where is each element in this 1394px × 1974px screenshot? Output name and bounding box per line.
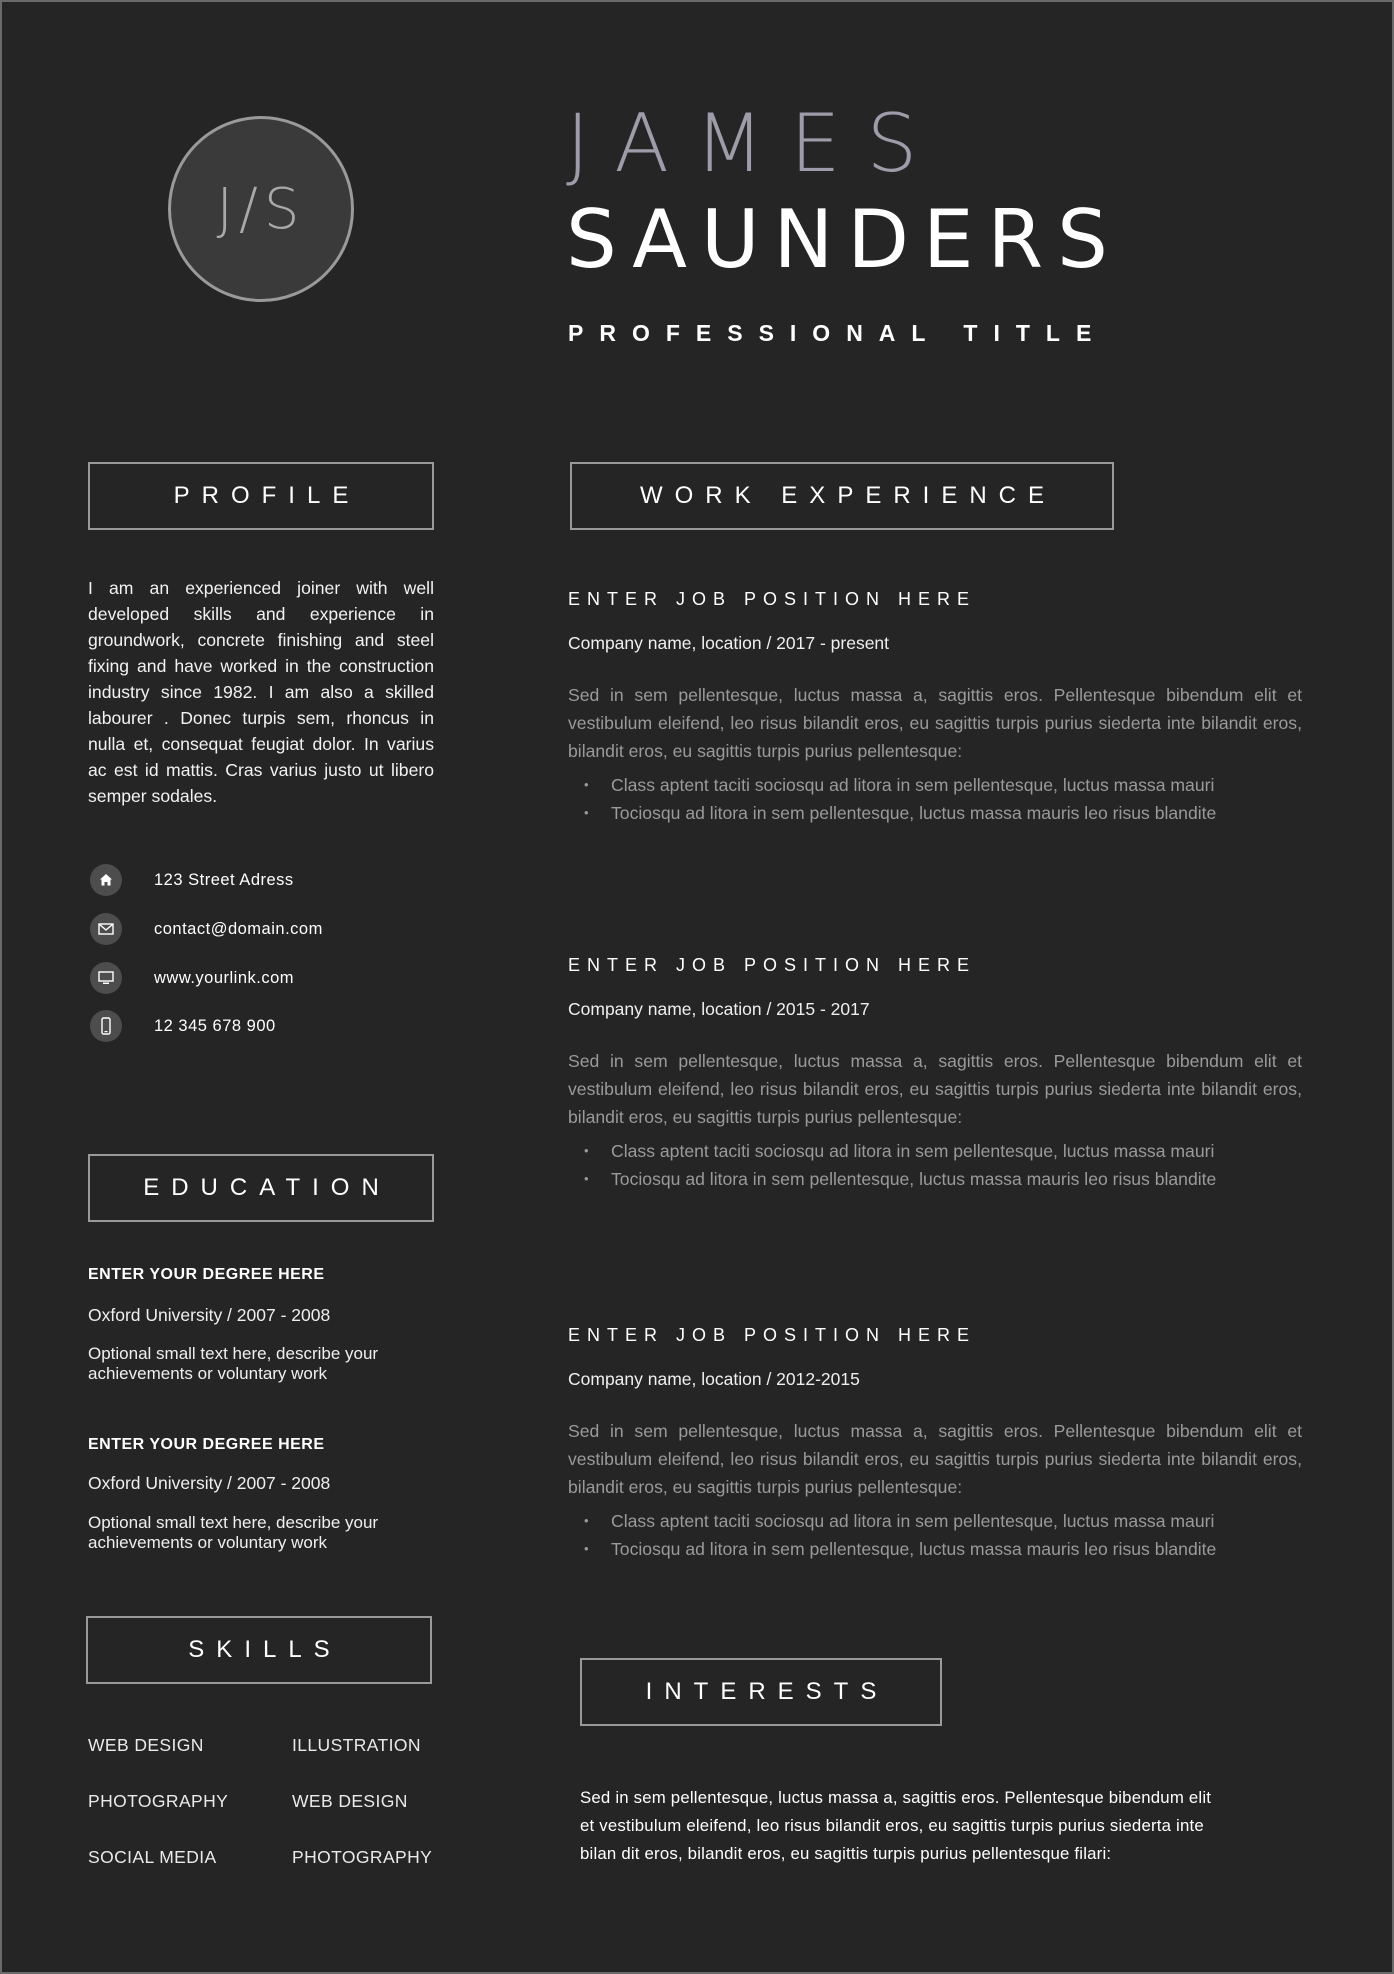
education-degree-2: ENTER YOUR DEGREE HERE (88, 1436, 325, 1453)
profile-heading-box (88, 462, 434, 530)
job-description-3: Sed in sem pellentesque, luctus massa a, sagittis eros. Pellentesque bibendum elit et vestibulum eleifend, leo risus bilandit eros, eu sagittis turpis purius siederta inte bilandit eros, bilandit eros, eu sagittis turpis purius pellentesque: (568, 1421, 1302, 1497)
work-heading-box (570, 462, 1114, 530)
contact-address-row (90, 864, 430, 896)
job-bullet: • Class aptent taciti sociosqu ad litora in sem pellentesque, luctus massa mauri (584, 1137, 1324, 1165)
contact-email-row (90, 913, 430, 945)
interests-line-3: bilan dit eros, bilandit eros, eu sagittis turpis purius pellentesque filari: (580, 1844, 1112, 1863)
work-heading: WORK EXPERIENCE (639, 482, 1057, 509)
mail-icon (90, 913, 122, 945)
job-bullets-2 (584, 1137, 1324, 1193)
contact-website-row (90, 962, 430, 994)
contact-address: 123 Street Adress (154, 870, 294, 889)
job-bullets-1 (584, 771, 1324, 827)
skill-item: PHOTOGRAPHY (292, 1847, 433, 1867)
job-bullets-3 (584, 1507, 1324, 1563)
interests-heading: INTERESTS (645, 1678, 889, 1705)
job-bullet: • Class aptent taciti sociosqu ad litora in sem pellentesque, luctus massa mauri (584, 771, 1324, 799)
job-company-1: Company name, location / 2017 - present (568, 633, 890, 653)
skill-item: WEB DESIGN (88, 1735, 204, 1755)
monogram-circle (168, 116, 354, 302)
monitor-icon (90, 962, 122, 994)
contact-phone: 12 345 678 900 (154, 1016, 276, 1035)
job-bullet: • Tociosqu ad litora in sem pellentesque, luctus massa mauris leo risus blandite (584, 799, 1324, 827)
interests-line-2: et vestibulum eleifend, leo risus bilandit eros, eu sagittis turpis purius siederta inte (580, 1816, 1204, 1835)
contact-website[interactable]: www.yourlink.com (154, 968, 295, 987)
education-note-2 (88, 1513, 448, 1553)
skill-item: PHOTOGRAPHY (88, 1791, 229, 1811)
interests-heading-box (580, 1658, 942, 1726)
education-degree-1: ENTER YOUR DEGREE HERE (88, 1266, 325, 1283)
job-title-3: ENTER JOB POSITION HERE (568, 1325, 977, 1345)
job-description-1: Sed in sem pellentesque, luctus massa a, sagittis eros. Pellentesque bibendum elit et vestibulum eleifend, leo risus bilandit eros, eu sagittis turpis purius siederta inte bilandit eros, bilandit eros, eu sagittis turpis purius pellentesque: (568, 685, 1302, 761)
job-bullet: • Class aptent taciti sociosqu ad litora in sem pellentesque, luctus massa mauri (584, 1507, 1324, 1535)
professional-title: PROFESSIONAL TITLE (568, 320, 1108, 346)
home-icon (90, 864, 122, 896)
education-note-1-line-2: achievements or voluntary work (88, 1364, 328, 1383)
skill-item: WEB DESIGN (292, 1791, 408, 1811)
job-title-1: ENTER JOB POSITION HERE (568, 589, 977, 609)
education-note-1 (88, 1344, 448, 1384)
skills-heading: SKILLS (188, 1636, 342, 1663)
job-bullet: • Tociosqu ad litora in sem pellentesque, luctus massa mauris leo risus blandite (584, 1165, 1324, 1193)
job-description-2: Sed in sem pellentesque, luctus massa a, sagittis eros. Pellentesque bibendum elit et vestibulum eleifend, leo risus bilandit eros, eu sagittis turpis purius siederta inte bilandit eros, bilandit eros, eu sagittis turpis purius pellentesque: (568, 1051, 1302, 1127)
skill-item: SOCIAL MEDIA (88, 1847, 217, 1867)
first-name: JAMES (566, 97, 944, 190)
skills-heading-box (86, 1616, 432, 1684)
education-note-2-line-2: achievements or voluntary work (88, 1533, 328, 1552)
education-school-1: Oxford University / 2007 - 2008 (88, 1305, 331, 1325)
job-title-2: ENTER JOB POSITION HERE (568, 955, 977, 975)
skill-item: ILLUSTRATION (292, 1735, 421, 1755)
contact-email[interactable]: contact@domain.com (154, 919, 323, 938)
interests-line-1: Sed in sem pellentesque, luctus massa a, sagittis eros. Pellentesque bibendum elit (580, 1788, 1212, 1807)
phone-icon (90, 1010, 122, 1042)
contact-phone-row (90, 1010, 430, 1042)
last-name: SAUNDERS (566, 193, 1122, 286)
education-note-1-line-1: Optional small text here, describe your (88, 1344, 379, 1363)
education-heading: EDUCATION (143, 1174, 391, 1201)
interests-text (580, 1784, 1300, 1868)
profile-heading: PROFILE (173, 482, 361, 509)
education-note-2-line-1: Optional small text here, describe your (88, 1513, 379, 1532)
education-school-2: Oxford University / 2007 - 2008 (88, 1473, 331, 1493)
profile-text: I am an experienced joiner with well developed skills and experience in groundwork, concrete finishing and steel fixing and have worked in the construction industry since 1982. I am also a skilled labourer . Donec turpis sem, rhoncus in nulla et, consequat feugiat dolor. In varius ac est id mattis. Cras varius justo ut libero semper sodales. (88, 578, 434, 806)
job-bullet: • Tociosqu ad litora in sem pellentesque, luctus massa mauris leo risus blandite (584, 1535, 1324, 1563)
job-company-3: Company name, location / 2012-2015 (568, 1369, 860, 1389)
job-company-2: Company name, location / 2015 - 2017 (568, 999, 870, 1019)
monogram-text: J/S (216, 176, 306, 242)
education-heading-box (88, 1154, 434, 1222)
